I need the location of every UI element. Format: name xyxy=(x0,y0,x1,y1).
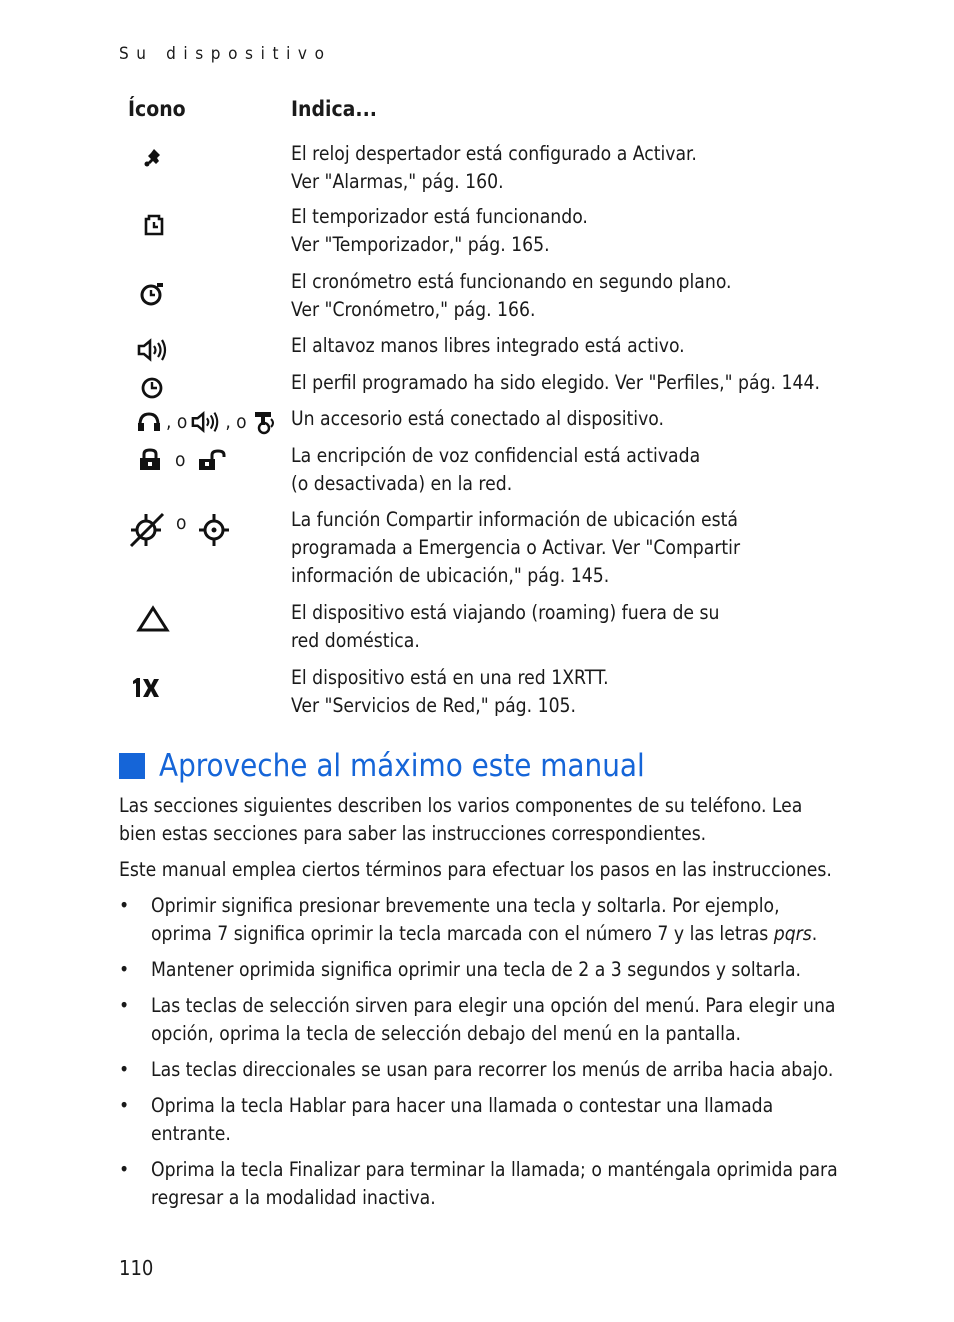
row-description: El dispositivo está en una red 1XRTT. Ver "Servicios de Red," pág. 105. xyxy=(291,666,609,717)
list-item: • Oprima la tecla Hablar para hacer una llamada o contestar una llamada entrante. xyxy=(119,1094,774,1145)
bullet-icon: • xyxy=(119,994,130,1017)
row-description: Un accesorio está conectado al dispositivo. xyxy=(291,407,665,430)
list-item: • Oprima la tecla Finalizar para terminar la llamada; o manténgala oprimida para regresar a la modalidad inactiva. xyxy=(119,1158,838,1209)
bullet-icon: • xyxy=(119,1158,130,1181)
intro-paragraph-2: Este manual emplea ciertos términos para efectuar los pasos en las instrucciones. xyxy=(119,858,832,881)
loudspeaker-icon xyxy=(191,410,221,434)
row-description: El altavoz manos libres integrado está activo. xyxy=(291,334,685,357)
countdown-timer-icon xyxy=(142,213,166,237)
page-number: 110 xyxy=(119,1256,154,1280)
or-separator: , o xyxy=(166,411,188,433)
row-description: El dispositivo está viajando (roaming) fuera de su red doméstica. xyxy=(291,601,720,652)
column-header-indica: Indica... xyxy=(291,97,377,121)
network-1x-icon xyxy=(131,675,161,701)
or-separator: , o xyxy=(225,411,247,433)
stopwatch-icon xyxy=(138,280,166,308)
lock-closed-icon xyxy=(137,447,163,473)
bullet-icon: • xyxy=(119,1094,130,1117)
instruction-list xyxy=(119,892,839,1220)
alarm-clock-icon xyxy=(140,146,166,170)
intro-paragraph: Las secciones siguientes describen los varios componentes de su teléfono. Lea bien estas secciones para saber las instrucciones correspondientes. xyxy=(119,794,803,845)
list-item: • Las teclas de selección sirven para elegir una opción del menú. Para elegir una opción, oprima la tecla de selección debajo del menú en la pantalla. xyxy=(119,994,836,1045)
list-item: • Oprimir significa presionar brevemente una tecla y soltarla. Por ejemplo, oprima 7 significa oprimir la tecla marcada con el número 7 y las letras pqrs. xyxy=(119,894,818,945)
headset-icon xyxy=(136,410,162,434)
emphasis-pqrs: pqrs xyxy=(773,922,812,945)
timed-profile-icon xyxy=(140,376,164,400)
lock-open-icon xyxy=(197,447,229,473)
bullet-icon: • xyxy=(119,958,130,981)
location-off-icon xyxy=(128,510,166,550)
loudspeaker-icon xyxy=(137,338,169,362)
tty-icon xyxy=(251,409,277,435)
row-description: El cronómetro está funcionando en segundo plano. Ver "Cronómetro," pág. 166. xyxy=(291,270,732,321)
row-description: El perfil programado ha sido elegido. Ver "Perfiles," pág. 144. xyxy=(291,371,820,394)
row-description: La función Compartir información de ubicación está programada a Emergencia o Activar. Ver "Compartir información de ubicación," pág. 145. xyxy=(291,508,741,587)
row-description: La encripción de voz confidencial está activada (o desactivada) en la red. xyxy=(291,444,701,495)
section-label: Su dispositivo xyxy=(119,44,332,64)
bullet-icon: • xyxy=(119,894,130,917)
list-item: • Las teclas direccionales se usan para recorrer los menús de arriba hacia abajo. xyxy=(119,1056,839,1084)
column-header-icon: Ícono xyxy=(128,97,186,121)
or-separator: o xyxy=(176,512,187,534)
row-description: El reloj despertador está configurado a Activar. Ver "Alarmas," pág. 160. xyxy=(291,142,697,193)
location-on-icon xyxy=(196,510,232,550)
section-heading xyxy=(119,748,645,784)
roaming-triangle-icon xyxy=(136,605,170,633)
row-description: El temporizador está funcionando. Ver "Temporizador," pág. 165. xyxy=(291,205,588,256)
list-item: • Mantener oprimida significa oprimir una tecla de 2 a 3 segundos y soltarla. xyxy=(119,956,839,984)
section-heading-text: Aproveche al máximo este manual xyxy=(159,748,645,784)
bullet-icon: • xyxy=(119,1058,130,1081)
or-separator: o xyxy=(175,449,186,471)
heading-square-icon xyxy=(119,753,145,779)
